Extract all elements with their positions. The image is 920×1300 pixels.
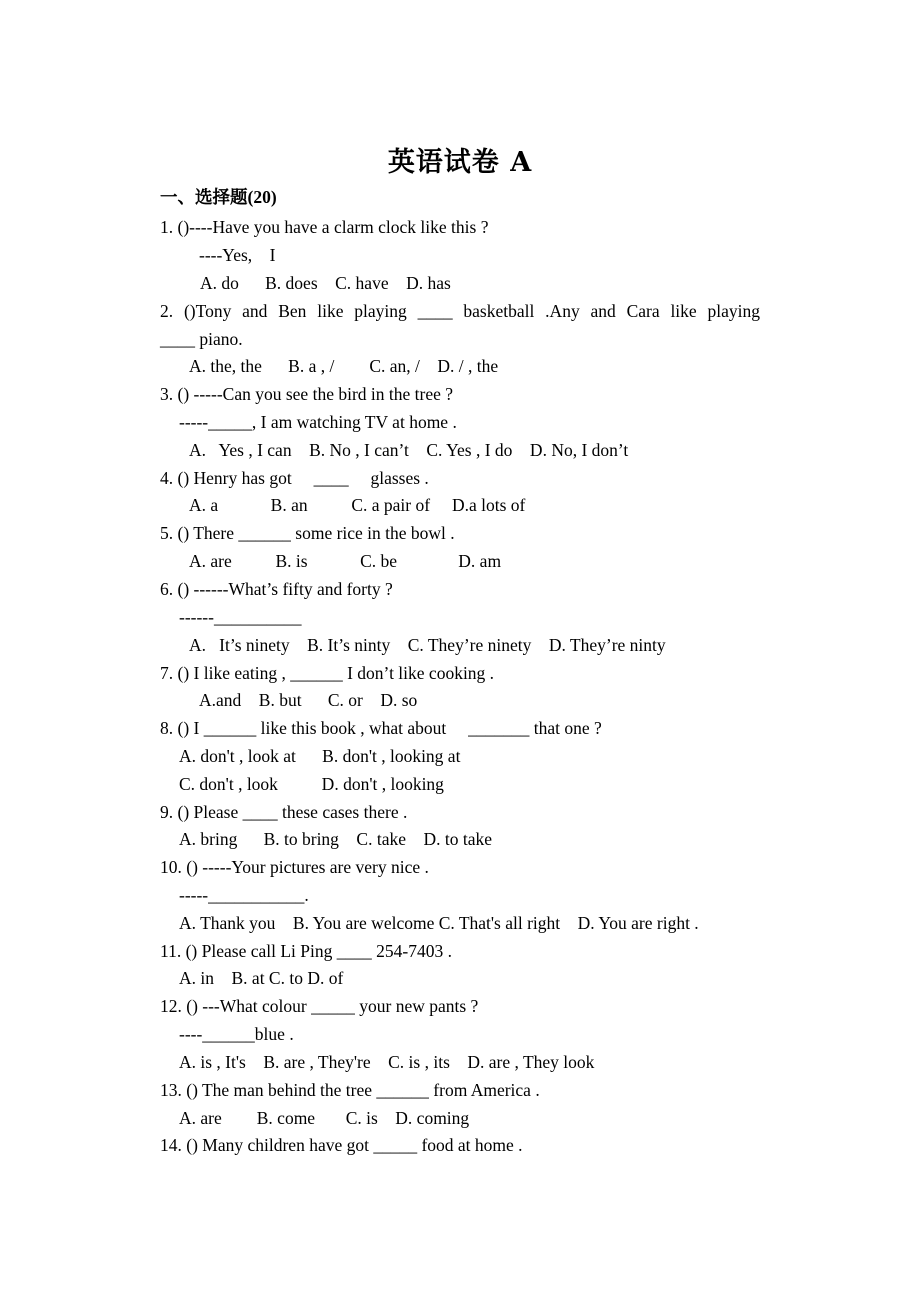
question-4-options: A. a B. an C. a pair of D.a lots of — [189, 495, 526, 515]
question-13-options: A. are B. come C. is D. coming — [179, 1108, 470, 1128]
question-14: 14. () Many children have got _____ food at home . — [160, 1135, 523, 1155]
question-11-options: A. in B. at C. to D. of — [179, 968, 344, 988]
question-1-answer: ----Yes, I — [199, 245, 276, 265]
question-10: 10. () -----Your pictures are very nice . — [160, 857, 429, 877]
question-12: 12. () ---What colour _____ your new pants ? — [160, 996, 479, 1016]
question-10-answer: -----___________. — [179, 885, 309, 905]
question-12-options: A. is , It's B. are , They're C. is , its D. are , They look — [179, 1052, 595, 1072]
question-6: 6. () ------What’s fifty and forty ? — [160, 579, 393, 599]
question-8-options-2: C. don't , look D. don't , looking — [179, 774, 444, 794]
question-6-answer: ------__________ — [179, 607, 302, 627]
question-10-options: A. Thank you B. You are welcome C. That's all right D. You are right . — [179, 913, 699, 933]
question-12-answer: ----______blue . — [179, 1024, 294, 1044]
question-8-options-1: A. don't , look at B. don't , looking at — [179, 746, 461, 766]
question-9-options: A. bring B. to bring C. take D. to take — [179, 829, 493, 849]
question-9: 9. () Please ____ these cases there . — [160, 802, 408, 822]
question-13: 13. () The man behind the tree ______ from America . — [160, 1080, 540, 1100]
page-title: 英语试卷 A — [387, 147, 533, 178]
question-7-options: A.and B. but C. or D. so — [199, 690, 418, 710]
question-2: 2. ()Tony and Ben like playing ____ basketball .Any and Cara like playing — [160, 301, 760, 321]
question-4: 4. () Henry has got ____ glasses . — [160, 468, 429, 488]
question-5-options: A. are B. is C. be D. am — [189, 551, 502, 571]
question-1-options: A. do B. does C. have D. has — [200, 273, 451, 293]
question-3: 3. () -----Can you see the bird in the tree ? — [160, 384, 454, 404]
question-11: 11. () Please call Li Ping ____ 254-7403 . — [160, 941, 452, 961]
question-2-cont: ____ piano. — [160, 329, 243, 349]
question-5: 5. () There ______ some rice in the bowl . — [160, 523, 455, 543]
section-heading: 一、选择题(20) — [160, 187, 277, 207]
question-3-answer: -----_____, I am watching TV at home . — [179, 412, 457, 432]
question-8: 8. () I ______ like this book , what about _______ that one ? — [160, 718, 602, 738]
question-6-options: A. It’s ninety B. It’s ninty C. They’re ninety D. They’re ninty — [189, 635, 666, 655]
question-2-options: A. the, the B. a , / C. an, / D. / , the — [189, 356, 499, 376]
question-3-options: A. Yes , I can B. No , I can’t C. Yes , I do D. No, I don’t — [189, 440, 629, 460]
question-7: 7. () I like eating , ______ I don’t like cooking . — [160, 663, 495, 683]
question-1: 1. ()----Have you have a clarm clock like this ? — [160, 217, 489, 237]
